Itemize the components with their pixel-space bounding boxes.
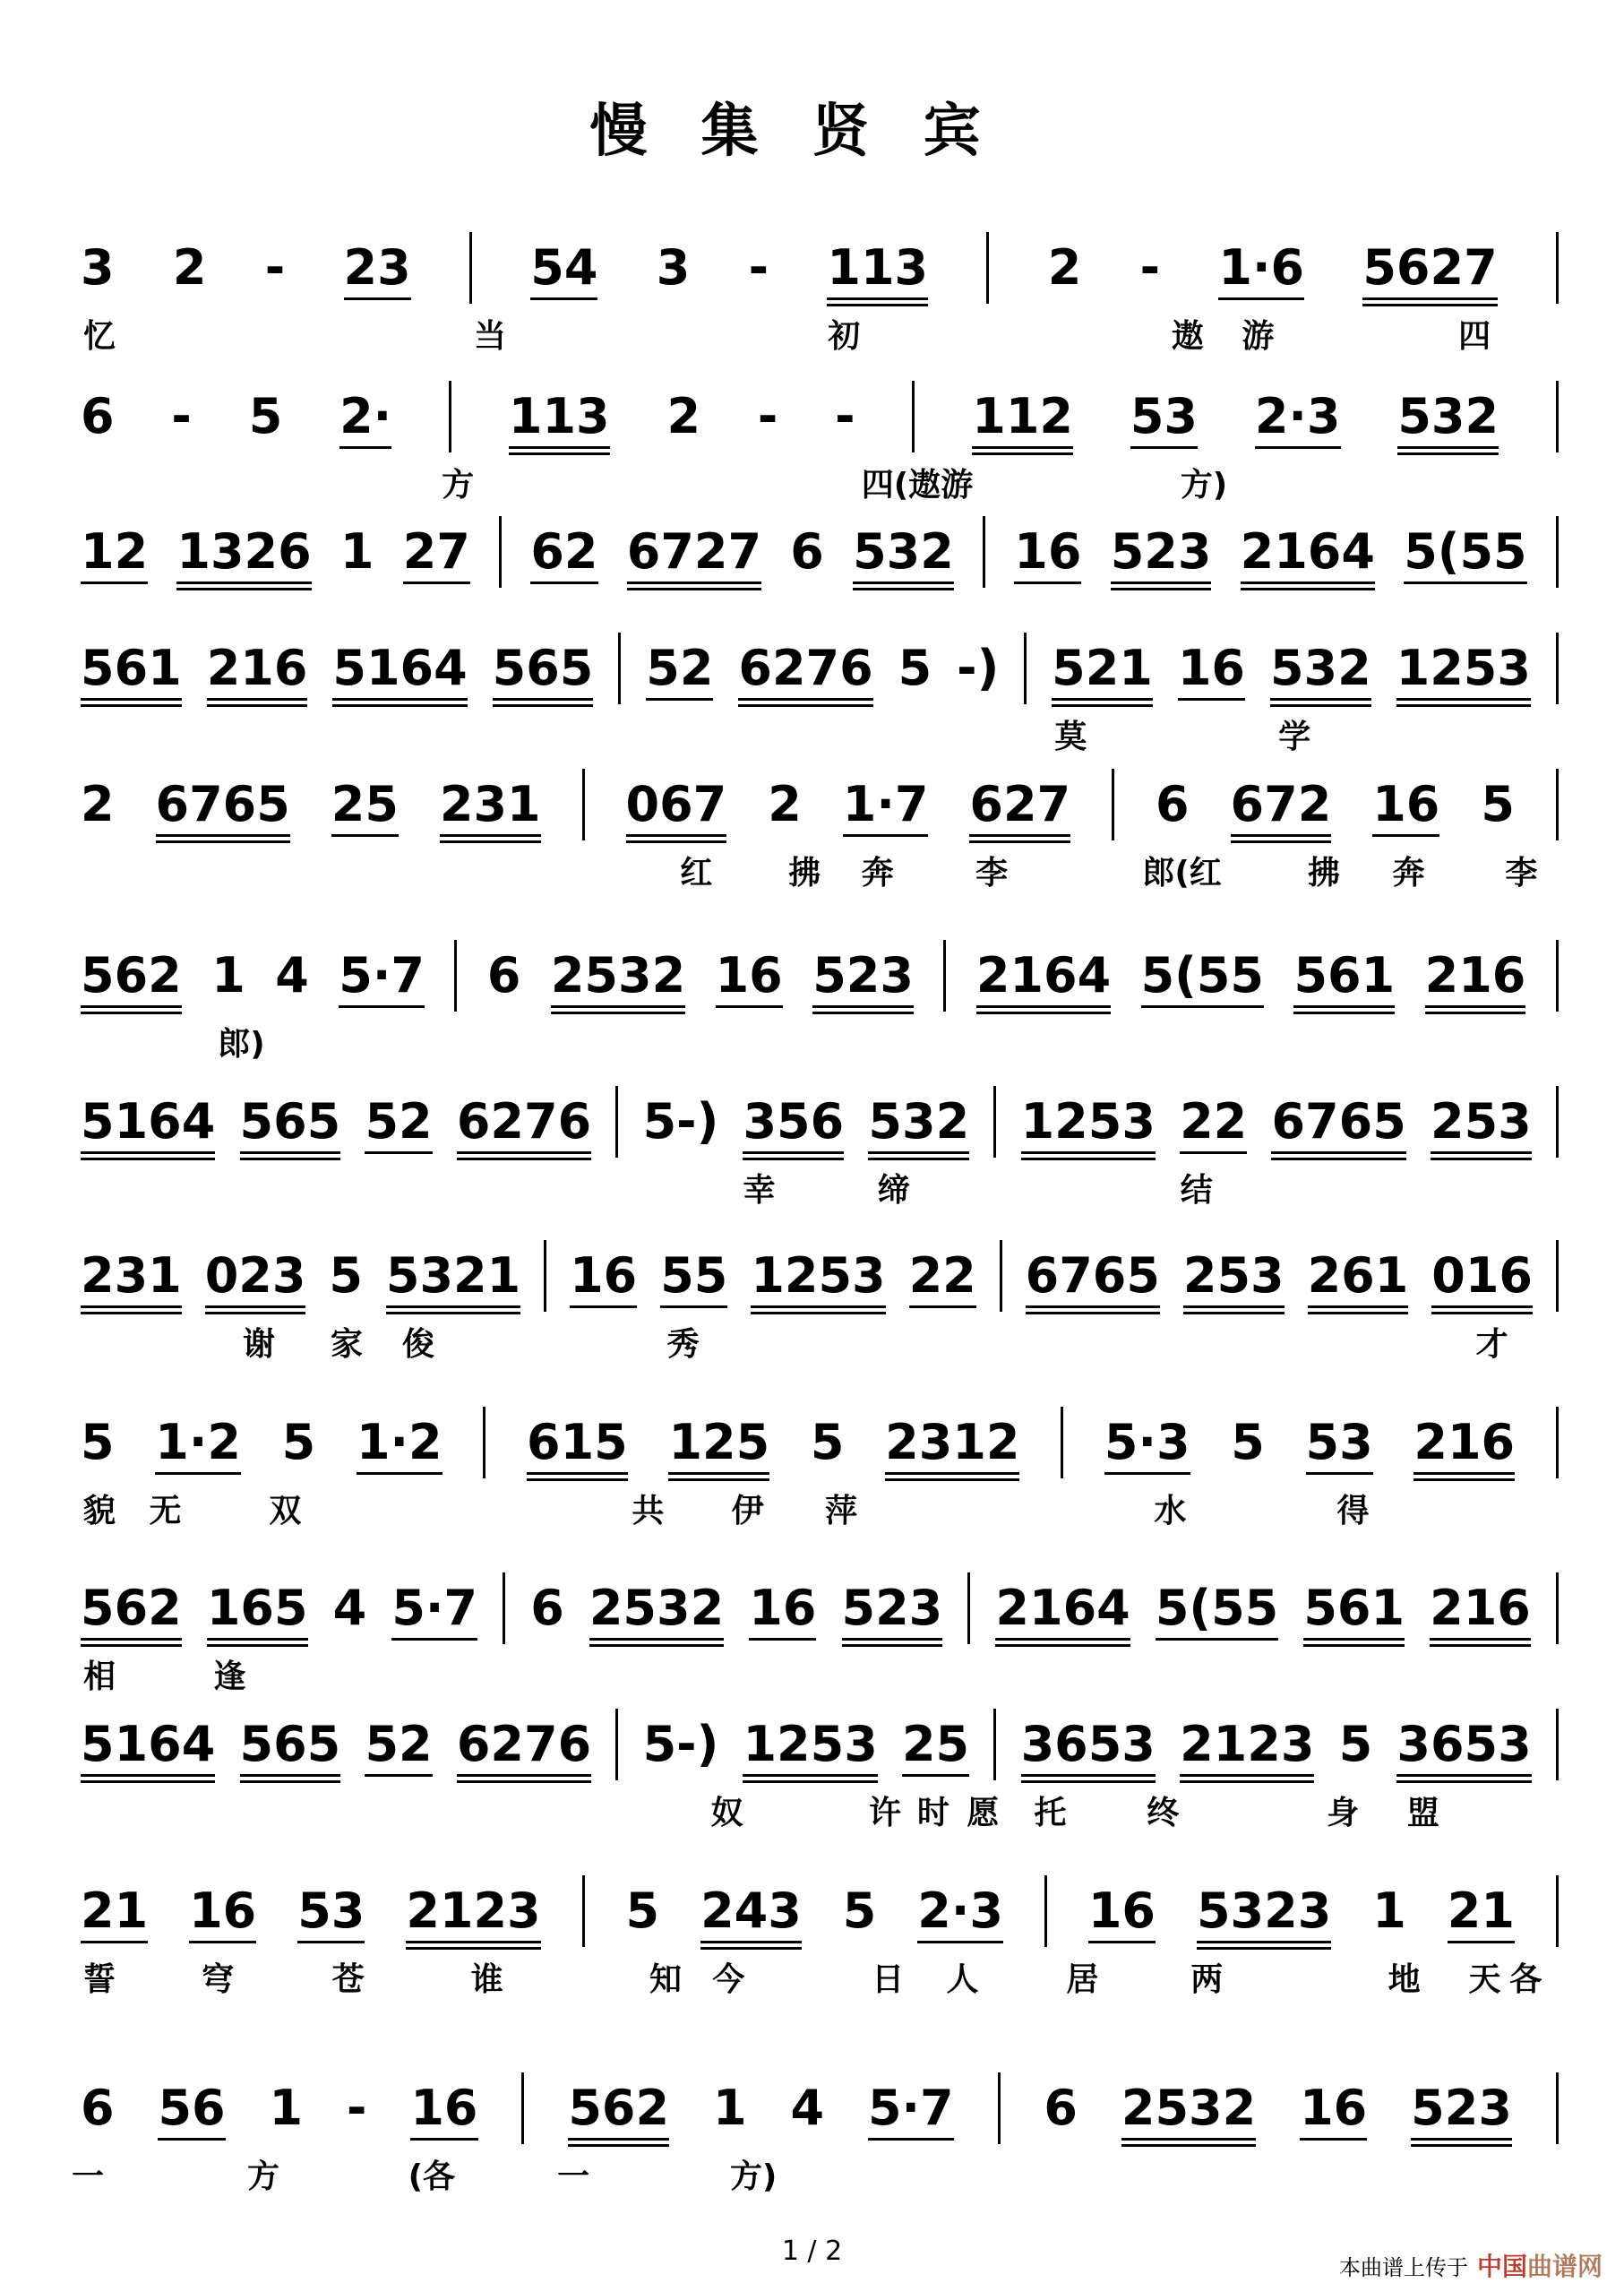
barline (503, 1572, 505, 1644)
note-group: 16 (1300, 2080, 1368, 2136)
score-title: 慢集贤宾 (589, 99, 1035, 165)
note-group: 4 (275, 947, 309, 1004)
note-group: 2312 (885, 1414, 1020, 1470)
barline (1556, 1086, 1559, 1158)
note-group: 253 (1431, 1093, 1532, 1150)
note-group: 1 (269, 2080, 304, 2136)
lyric: 四 (1458, 318, 1491, 355)
note-group: 3653 (1020, 1716, 1156, 1772)
notation-line (81, 944, 1559, 1007)
note-group: 1 (1372, 1882, 1406, 1939)
note-group: 2 (172, 239, 207, 296)
note-group: 562 (568, 2080, 670, 2136)
note-group: 1 (211, 947, 245, 1004)
note-group: 16 (1014, 523, 1082, 580)
note-group: 1253 (1396, 640, 1531, 696)
notation-line (81, 385, 1559, 448)
barline (1556, 633, 1559, 704)
lyric: 奔 (861, 855, 894, 892)
note-group: 2123 (1180, 1716, 1315, 1772)
note-group: 615 (527, 1414, 628, 1470)
lyric: 各 (1509, 1961, 1542, 1998)
note-group: 561 (1303, 1580, 1405, 1636)
note-group: 25 (901, 1716, 970, 1772)
note-group: 532 (1397, 388, 1499, 444)
lyric: 今 (712, 1961, 745, 1998)
note-group: 62 (530, 523, 598, 580)
lyric: 方 (246, 2158, 279, 2195)
note-group: 6 (1156, 776, 1190, 832)
notation-line (81, 637, 1559, 700)
lyric: 秀 (666, 1326, 700, 1363)
note-group: 216 (1424, 947, 1526, 1004)
note-group: 5(55 (1155, 1580, 1279, 1636)
note-group: 12 (81, 523, 149, 580)
note-group: 22 (908, 1247, 976, 1304)
note-group: 523 (812, 947, 914, 1004)
barline (618, 633, 621, 704)
note-group: 6 (486, 947, 521, 1004)
note-group: 6 (81, 2080, 115, 2136)
note-group: 565 (492, 640, 594, 696)
note-group: - (748, 239, 769, 296)
note-group: 5627 (1362, 239, 1498, 296)
note-group: 532 (868, 1093, 970, 1150)
note-group: 21 (81, 1882, 149, 1939)
note-group: 356 (743, 1093, 845, 1150)
note-group: 016 (1431, 1247, 1533, 1304)
note-group: 112 (972, 388, 1073, 444)
lyric: 李 (1505, 855, 1538, 892)
note-group: 561 (81, 640, 182, 696)
barline (986, 232, 989, 304)
note-group: 1253 (751, 1247, 886, 1304)
page-number: 1 / 2 (781, 2236, 843, 2267)
lyric: 莫 (1054, 719, 1087, 755)
lyric: 郎(红 (1142, 855, 1222, 892)
note-group: 52 (365, 1093, 433, 1150)
lyric: 日 (872, 1961, 905, 1998)
note-group: 2532 (589, 1580, 725, 1636)
notation-line (81, 2077, 1559, 2140)
note-group: 2532 (1121, 2080, 1257, 2136)
lyric: 方 (442, 467, 475, 504)
notation-line (81, 1577, 1559, 1640)
note-group: 261 (1307, 1247, 1409, 1304)
note-group: 1 (712, 2080, 747, 2136)
barline (1556, 232, 1559, 304)
note-group: 5 (1338, 1716, 1373, 1772)
note-group: 5 (898, 640, 932, 696)
notation-line (81, 1245, 1559, 1307)
note-group: 5 (625, 1882, 660, 1939)
lyric: 奔 (1392, 855, 1425, 892)
lyric: 谢 (243, 1326, 276, 1363)
barline (582, 769, 585, 840)
note-group: 565 (239, 1093, 341, 1150)
note-group: 067 (625, 776, 727, 832)
lyric: 盟 (1406, 1795, 1439, 1831)
note-group: 5·7 (339, 947, 425, 1004)
barline (454, 940, 457, 1012)
lyric: 誓 (83, 1961, 116, 1998)
note-group: 16 (715, 947, 783, 1004)
note-group: 253 (1182, 1247, 1285, 1304)
note-group: 4 (790, 2080, 825, 2136)
barline (993, 1709, 996, 1780)
lyric: 结 (1180, 1172, 1213, 1209)
note-group: 532 (1269, 640, 1371, 696)
note-group: 6 (530, 1580, 564, 1636)
lyric: 人 (946, 1961, 979, 1998)
note-group: 25 (331, 776, 399, 832)
note-group: 5164 (332, 640, 468, 696)
barline (993, 1086, 996, 1158)
lyric: 伊 (731, 1493, 764, 1529)
lyric: 遨 (1171, 318, 1204, 355)
note-group: 2532 (550, 947, 686, 1004)
note-group: 5 (81, 1414, 115, 1470)
note-group: 523 (1411, 2080, 1512, 2136)
barline (1556, 1240, 1559, 1312)
note-group: 1·2 (356, 1414, 443, 1470)
note-group: 6 (1044, 2080, 1078, 2136)
note-group: 16 (189, 1882, 257, 1939)
lyric: 穹 (202, 1961, 235, 1998)
barline (615, 1086, 618, 1158)
lyric: 奴 (710, 1795, 743, 1831)
lyric: 一 (557, 2158, 590, 2195)
note-group: 52 (365, 1716, 433, 1772)
note-group: 52 (646, 640, 714, 696)
note-group: 165 (206, 1580, 308, 1636)
logo-text: 中国 (1477, 2252, 1528, 2281)
note-group: 6 (81, 388, 115, 444)
lyric: 学 (1278, 719, 1311, 755)
note-group: 5·7 (391, 1580, 477, 1636)
note-group: 2·3 (1254, 388, 1341, 444)
note-group: 5321 (385, 1247, 521, 1304)
lyric: 水 (1154, 1493, 1187, 1529)
note-group: 243 (700, 1882, 802, 1939)
lyric: 红 (680, 855, 713, 892)
barline (998, 2072, 1001, 2144)
barline (449, 381, 451, 452)
barline (1112, 769, 1114, 840)
note-group: 562 (81, 1580, 182, 1636)
note-group: 1·7 (842, 776, 929, 832)
note-group: 5 (810, 1414, 845, 1470)
note-group: 2 (81, 776, 115, 832)
lyric: 托 (1034, 1795, 1067, 1831)
note-group: - (835, 388, 855, 444)
lyric: 萍 (824, 1493, 857, 1529)
note-group: 5-) (642, 1716, 719, 1772)
note-group: - (347, 2080, 367, 2136)
note-group: 023 (204, 1247, 306, 1304)
note-group: 4 (332, 1580, 367, 1636)
note-group: 5164 (81, 1716, 216, 1772)
note-group: 16 (1372, 776, 1440, 832)
note-group: 2164 (1240, 523, 1375, 580)
note-group: 1326 (176, 523, 312, 580)
barline (1556, 1572, 1559, 1644)
note-group: 565 (239, 1716, 341, 1772)
notation-line (81, 521, 1559, 583)
barline (1556, 1875, 1559, 1947)
lyric: 谁 (470, 1961, 503, 1998)
barline (469, 232, 472, 304)
note-group: 231 (439, 776, 541, 832)
note-group: 3653 (1396, 1716, 1532, 1772)
note-group: 2· (339, 388, 392, 444)
barline (967, 1572, 970, 1644)
note-group: 627 (969, 776, 1071, 832)
lyric: 家 (331, 1326, 364, 1363)
lyric: 拂 (1307, 855, 1340, 892)
notation-line (81, 1411, 1559, 1474)
note-group: 6 (790, 523, 824, 580)
note-group: 216 (1430, 1580, 1531, 1636)
barline (1024, 633, 1027, 704)
lyric: 相 (83, 1658, 116, 1695)
barline (521, 2072, 524, 2144)
note-group: 23 (343, 239, 411, 296)
barline (1556, 940, 1559, 1012)
note-group: 6276 (456, 1716, 592, 1772)
note-group: 16 (1177, 640, 1245, 696)
note-group: 562 (81, 947, 182, 1004)
lyric: 两 (1190, 1961, 1224, 1998)
note-group: 2 (666, 388, 701, 444)
barline (483, 1407, 485, 1478)
note-group: 54 (530, 239, 598, 296)
note-group: 21 (1447, 1882, 1515, 1939)
note-group: - (171, 388, 192, 444)
lyric: 共 (632, 1493, 665, 1529)
lyric: 方) (1180, 467, 1228, 504)
note-group: 53 (1305, 1414, 1373, 1470)
note-group: 5 (842, 1882, 877, 1939)
note-group: 2 (1047, 239, 1082, 296)
lyric: 才 (1475, 1326, 1508, 1363)
lyric: 知 (649, 1961, 683, 1998)
barline (1000, 1240, 1002, 1312)
barline (1556, 381, 1559, 452)
barline (1556, 516, 1559, 588)
note-group: 2·3 (917, 1882, 1003, 1939)
lyric: 忆 (83, 318, 116, 355)
note-group: 16 (749, 1580, 817, 1636)
lyric: (各 (408, 2158, 456, 2195)
site-logo[interactable] (1477, 2247, 1603, 2283)
barline (1044, 1875, 1047, 1947)
barline (983, 516, 985, 588)
note-group: 532 (853, 523, 954, 580)
note-group: 5 (329, 1247, 363, 1304)
barline (943, 940, 946, 1012)
note-group: 2 (768, 776, 802, 832)
lyric: 时 (916, 1795, 949, 1831)
note-group: 6276 (738, 640, 873, 696)
lyric: 得 (1336, 1493, 1370, 1529)
note-group: - (264, 239, 286, 296)
lyric: 双 (269, 1493, 302, 1529)
note-group: -) (957, 640, 1000, 696)
note-group: 53 (297, 1882, 365, 1939)
note-group: 5 (281, 1414, 316, 1470)
notation-line (81, 773, 1559, 836)
note-group: 5 (248, 388, 283, 444)
note-group: 5164 (81, 1093, 216, 1150)
note-group: 2123 (406, 1882, 541, 1939)
notation-line (81, 1090, 1559, 1153)
notation-line (81, 237, 1559, 299)
lyric: 天 (1468, 1961, 1501, 1998)
lyric: 当 (474, 318, 507, 355)
note-group: 113 (827, 239, 929, 296)
note-group: 16 (570, 1247, 638, 1304)
barline (1061, 1407, 1063, 1478)
note-group: 5·3 (1104, 1414, 1190, 1470)
lyric: 逢 (213, 1658, 246, 1695)
barline (1556, 769, 1559, 840)
note-group: 55 (660, 1247, 728, 1304)
note-group: 5 (1231, 1414, 1265, 1470)
note-group: 5·7 (867, 2080, 954, 2136)
note-group: 16 (410, 2080, 478, 2136)
note-group: 523 (841, 1580, 943, 1636)
note-group: 216 (1413, 1414, 1516, 1470)
note-group: 1·6 (1218, 239, 1305, 296)
barline (1556, 1407, 1559, 1478)
note-group: 561 (1293, 947, 1396, 1004)
note-group: 5(55 (1140, 947, 1265, 1004)
note-group: 27 (402, 523, 470, 580)
footer-text: 本曲谱上传于 (1339, 2254, 1468, 2280)
note-group: - (757, 388, 778, 444)
note-group: 56 (158, 2080, 226, 2136)
note-group: 5323 (1196, 1882, 1332, 1939)
lyric: 郎) (218, 1026, 265, 1063)
note-group: 231 (81, 1247, 182, 1304)
lyric: 游 (1242, 318, 1275, 355)
note-group: 1 (339, 523, 374, 580)
footer (1339, 2247, 1603, 2283)
note-group: 6727 (626, 523, 762, 580)
barline (1556, 1709, 1559, 1780)
barline (544, 1240, 546, 1312)
note-group: 22 (1180, 1093, 1248, 1150)
lyric: 缔 (877, 1172, 910, 1209)
notation-line (81, 1880, 1559, 1943)
note-group: 125 (668, 1414, 770, 1470)
note-group: 6276 (456, 1093, 592, 1150)
note-group: 53 (1130, 388, 1198, 444)
notation-line (81, 1713, 1559, 1776)
note-group: 216 (206, 640, 308, 696)
note-group: 6765 (1025, 1247, 1160, 1304)
note-group: 672 (1230, 776, 1332, 832)
lyric: 李 (975, 855, 1009, 892)
logo-text-b: 曲谱网 (1527, 2252, 1603, 2281)
lyric: 身 (1327, 1795, 1360, 1831)
note-group: 6765 (155, 776, 290, 832)
lyric: 一 (71, 2158, 104, 2195)
lyric: 貌 (83, 1493, 116, 1529)
lyric: 初 (828, 318, 861, 355)
lyric: 愿 (967, 1795, 1000, 1831)
note-group: 1253 (1020, 1093, 1156, 1150)
note-group: 2164 (995, 1580, 1130, 1636)
note-group: 521 (1052, 640, 1153, 696)
note-group: 523 (1110, 523, 1212, 580)
note-group: 113 (508, 388, 610, 444)
lyric: 俊 (402, 1326, 435, 1363)
note-group: 1253 (743, 1716, 878, 1772)
lyric: 四(遨游 (861, 467, 974, 504)
note-group: 6765 (1271, 1093, 1406, 1150)
lyric: 居 (1066, 1961, 1099, 1998)
lyric: 无 (149, 1493, 182, 1529)
lyric: 终 (1147, 1795, 1180, 1831)
note-group: 5(55 (1404, 523, 1527, 580)
lyric: 幸 (743, 1172, 776, 1209)
lyric: 地 (1388, 1961, 1421, 1998)
note-group: 1·2 (155, 1414, 241, 1470)
lyric: 许 (868, 1795, 901, 1831)
note-group: 3 (656, 239, 691, 296)
note-group: - (1139, 239, 1161, 296)
lyric: 苍 (331, 1961, 365, 1998)
note-group: 3 (81, 239, 115, 296)
note-group: 2164 (975, 947, 1112, 1004)
barline (1556, 2072, 1559, 2144)
barline (499, 516, 502, 588)
barline (615, 1709, 618, 1780)
note-group: 16 (1087, 1882, 1156, 1939)
note-group: 5-) (642, 1093, 719, 1150)
barline (912, 381, 915, 452)
barline (582, 1875, 585, 1947)
lyric: 拂 (788, 855, 821, 892)
note-group: 5 (1481, 776, 1515, 832)
lyric: 方) (729, 2158, 778, 2195)
